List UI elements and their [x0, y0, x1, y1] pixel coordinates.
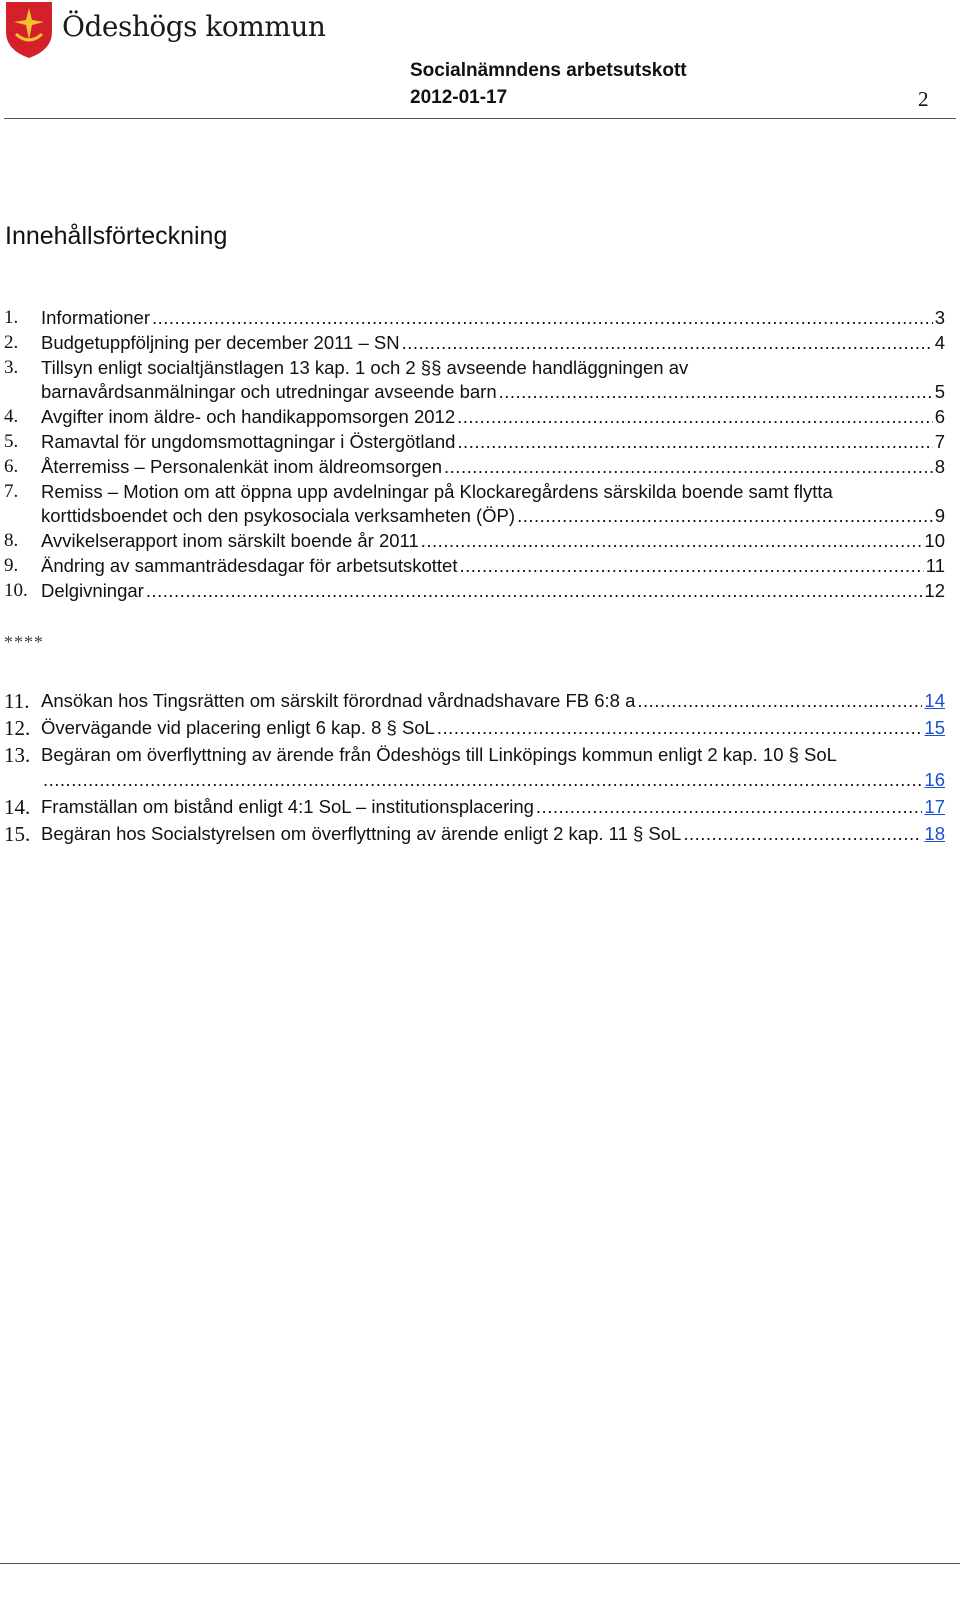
toc-entry-number: 3.	[4, 356, 19, 378]
toc-entry-page: 5	[934, 381, 945, 403]
dot-leader	[437, 716, 923, 740]
toc-entry-title: Framställan om bistånd enligt 4:1 SoL – institutionsplacering	[41, 796, 534, 818]
dot-leader	[146, 579, 923, 603]
toc-entry-title: Avvikelserapport inom särskilt boende år 2011	[41, 530, 419, 552]
toc-entry-title: Ramavtal för ungdomsmottagningar i Östergötland	[41, 431, 456, 452]
toc-entry-page: 10	[924, 530, 945, 552]
header-divider	[4, 118, 956, 119]
dot-leader	[421, 529, 923, 553]
dot-leader	[43, 768, 922, 792]
dot-leader	[152, 306, 933, 330]
toc-entry-title: Begäran hos Socialstyrelsen om överflyttning av ärende enligt 2 kap. 11 § SoL	[41, 823, 682, 844]
meeting-date: 2012-01-17	[410, 87, 508, 108]
municipality-logo	[4, 0, 54, 60]
toc-entry-number: 15.	[4, 822, 31, 846]
toc-entry-title: Återremiss – Personalenkät inom äldreomsorgen	[41, 455, 443, 477]
toc-entry-number: 6.	[4, 455, 19, 477]
toc-entry-number: 10.	[4, 579, 28, 601]
toc-entry-number: 7.	[4, 480, 19, 502]
toc-entry-title: Tillsyn enligt socialtjänstlagen 13 kap. 1 och 2 §§ avseende handläggningen av	[41, 356, 689, 378]
toc-entry-title: Övervägande vid placering enligt 6 kap. 8 § SoL	[41, 716, 435, 738]
dot-leader	[637, 689, 922, 713]
toc-entry-page: 4	[934, 331, 945, 353]
toc-entry-number: 9.	[4, 555, 19, 576]
toc-entry-title: Avgifter inom äldre- och handikappomsorgen 2012	[41, 406, 456, 428]
toc-entry-page[interactable]: 18	[924, 823, 945, 844]
dot-leader	[499, 380, 933, 404]
toc-entry-page: 9	[934, 505, 945, 527]
toc-entry-title: Budgetuppföljning per december 2011 – SN	[41, 331, 400, 353]
toc-entry-title: Begäran om överflyttning av ärende från Ödeshögs till Linköpings kommun enligt 2 kap. 10 § SoL	[41, 743, 837, 765]
organization-name: Ödeshögs kommun	[62, 10, 326, 43]
toc-entry-number: 1.	[4, 307, 19, 328]
toc-entry-title: barnavårdsanmälningar och utredningar avseende barn	[41, 381, 497, 403]
dot-leader	[444, 455, 933, 479]
toc-entry-page: 6	[934, 406, 945, 428]
toc-entry-page[interactable]: 16	[924, 769, 945, 791]
footer-divider	[0, 1563, 960, 1564]
toc-entry-page[interactable]: 15	[924, 716, 945, 738]
section-separator: ****	[4, 632, 44, 652]
toc-entry-page: 3	[934, 307, 945, 328]
dot-leader	[536, 795, 923, 819]
toc-entry-title: Informationer	[41, 307, 150, 328]
toc-entry-number: 12.	[4, 715, 31, 740]
toc-entry-page[interactable]: 14	[924, 690, 945, 711]
dot-leader	[402, 331, 933, 355]
dot-leader	[459, 554, 923, 578]
dot-leader	[683, 822, 922, 846]
dot-leader	[457, 405, 933, 429]
toc-entry-page: 11	[925, 555, 945, 576]
toc-entry-page: 7	[934, 431, 945, 452]
toc-entry-page: 8	[934, 455, 945, 477]
toc-entry-title: korttidsboendet och den psykosociala verksamheten (ÖP)	[41, 505, 516, 527]
toc-entry-page[interactable]: 17	[924, 796, 945, 818]
toc-entry-page: 12	[924, 579, 945, 601]
dot-leader	[517, 504, 933, 528]
toc-entry-title: Remiss – Motion om att öppna upp avdelningar på Klockaregårdens särskilda boende samt flytta	[41, 480, 833, 502]
page-number: 2	[918, 87, 929, 111]
toc-heading: Innehållsförteckning	[5, 222, 228, 250]
toc-entry-number: 5.	[4, 431, 19, 452]
toc-entry-number: 13.	[4, 742, 31, 767]
toc-entry-title: Ändring av sammanträdesdagar för arbetsutskottet	[41, 555, 458, 576]
toc-entry-number: 14.	[4, 795, 31, 820]
toc-entry-number: 2.	[4, 331, 19, 353]
toc-entry-number: 4.	[4, 406, 19, 428]
toc-entry-title: Ansökan hos Tingsrätten om särskilt förordnad vårdnadshavare FB 6:8 a	[41, 690, 636, 711]
dot-leader	[457, 430, 932, 454]
toc-entry-number: 8.	[4, 530, 19, 552]
toc-entry-title: Delgivningar	[41, 579, 144, 601]
toc-entry-number: 11.	[4, 689, 30, 713]
committee-title: Socialnämndens arbetsutskott	[410, 60, 687, 81]
